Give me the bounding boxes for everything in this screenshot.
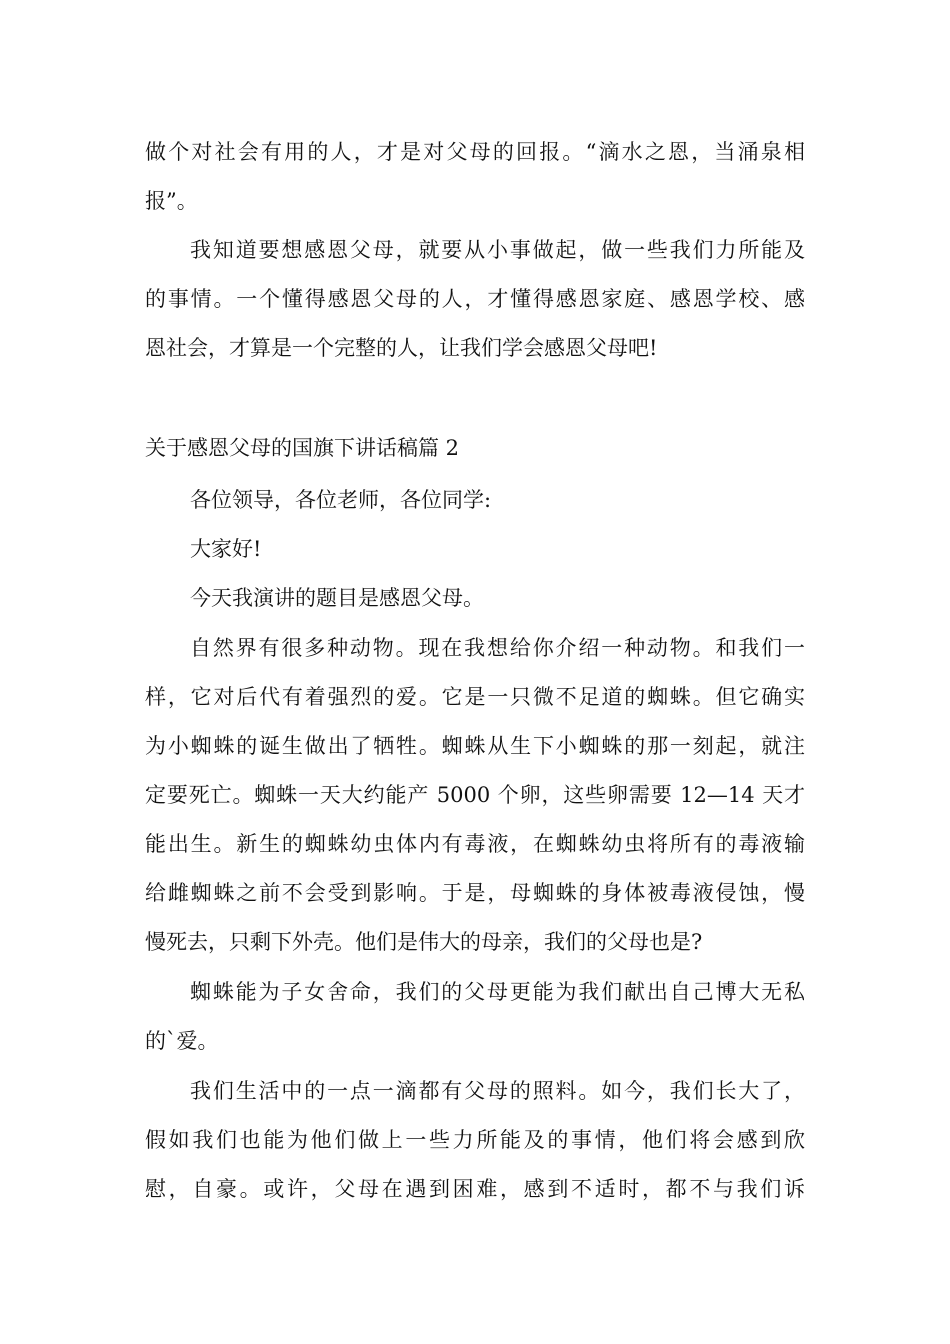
paragraph-line xyxy=(0,918,950,967)
paragraph-line xyxy=(0,525,950,574)
paragraph-line xyxy=(0,1116,950,1165)
line-text: 的事情。一个懂得感恩父母的人，才懂得感恩家庭、感恩学校、感 xyxy=(145,287,805,311)
line-text: 假如我们也能为他们做上一些力所能及的事情，他们将会感到欣 xyxy=(145,1128,805,1152)
line-text: 我知道要想感恩父母，就要从小事做起，做一些我们力所能及 xyxy=(190,238,805,262)
line-text: 做个对社会有用的人，才是对父母的回报。“滴水之恩，当涌泉相 xyxy=(145,140,805,164)
paragraph-line xyxy=(0,1017,950,1066)
heading-text: 关于感恩父母的国旗下讲话稿篇 2 xyxy=(145,436,460,460)
paragraph-line xyxy=(0,869,950,918)
line-text: 给雌蜘蛛之前不会受到影响。于是，母蜘蛛的身体被毒液侵蚀，慢 xyxy=(145,881,805,905)
line-text: 为小蜘蛛的诞生做出了牺牲。蜘蛛从生下小蜘蛛的那一刻起，就注 xyxy=(145,734,805,758)
paragraph-line xyxy=(0,324,950,373)
line-text: 今天我演讲的题目是感恩父母。 xyxy=(190,586,484,610)
paragraph-line xyxy=(0,673,950,722)
line-text: 定要死亡。蜘蛛一天大约能产 5000 个卵，这些卵需要 12—14 天才 xyxy=(145,783,805,807)
line-text: 我们生活中的一点一滴都有父母的照料。如今，我们长大了， xyxy=(190,1079,805,1103)
line-text: 的`爱。 xyxy=(145,1029,219,1053)
paragraph-line xyxy=(0,624,950,673)
paragraph-line xyxy=(0,1165,950,1214)
paragraph-line xyxy=(0,820,950,869)
paragraph-line xyxy=(0,968,950,1017)
line-text: 报”。 xyxy=(145,189,198,213)
line-text: 慢死去，只剩下外壳。他们是伟大的母亲，我们的父母也是? xyxy=(145,930,703,954)
line-text: 各位领导，各位老师，各位同学: xyxy=(190,488,492,512)
line-text: 慰，自豪。或许，父母在遇到困难，感到不适时，都不与我们诉 xyxy=(145,1177,805,1201)
paragraph-line xyxy=(0,226,950,275)
section-heading xyxy=(0,424,950,473)
paragraph-line xyxy=(0,128,950,177)
line-text: 蜘蛛能为子女舍命，我们的父母更能为我们献出自己博大无私 xyxy=(190,980,805,1004)
paragraph-line xyxy=(0,574,950,623)
paragraph-line xyxy=(0,476,950,525)
paragraph-line xyxy=(0,722,950,771)
paragraph-line xyxy=(0,177,950,226)
paragraph-line xyxy=(0,771,950,820)
line-text: 大家好! xyxy=(190,537,262,561)
line-text: 自然界有很多种动物。现在我想给你介绍一种动物。和我们一 xyxy=(190,636,805,660)
line-text: 恩社会，才算是一个完整的人，让我们学会感恩父母吧! xyxy=(145,336,658,360)
line-text: 样，它对后代有着强烈的爱。它是一只微不足道的蜘蛛。但它确实 xyxy=(145,685,805,709)
paragraph-line xyxy=(0,1067,950,1116)
line-text: 能出生。新生的蜘蛛幼虫体内有毒液，在蜘蛛幼虫将所有的毒液输 xyxy=(145,832,805,856)
paragraph-line xyxy=(0,275,950,324)
